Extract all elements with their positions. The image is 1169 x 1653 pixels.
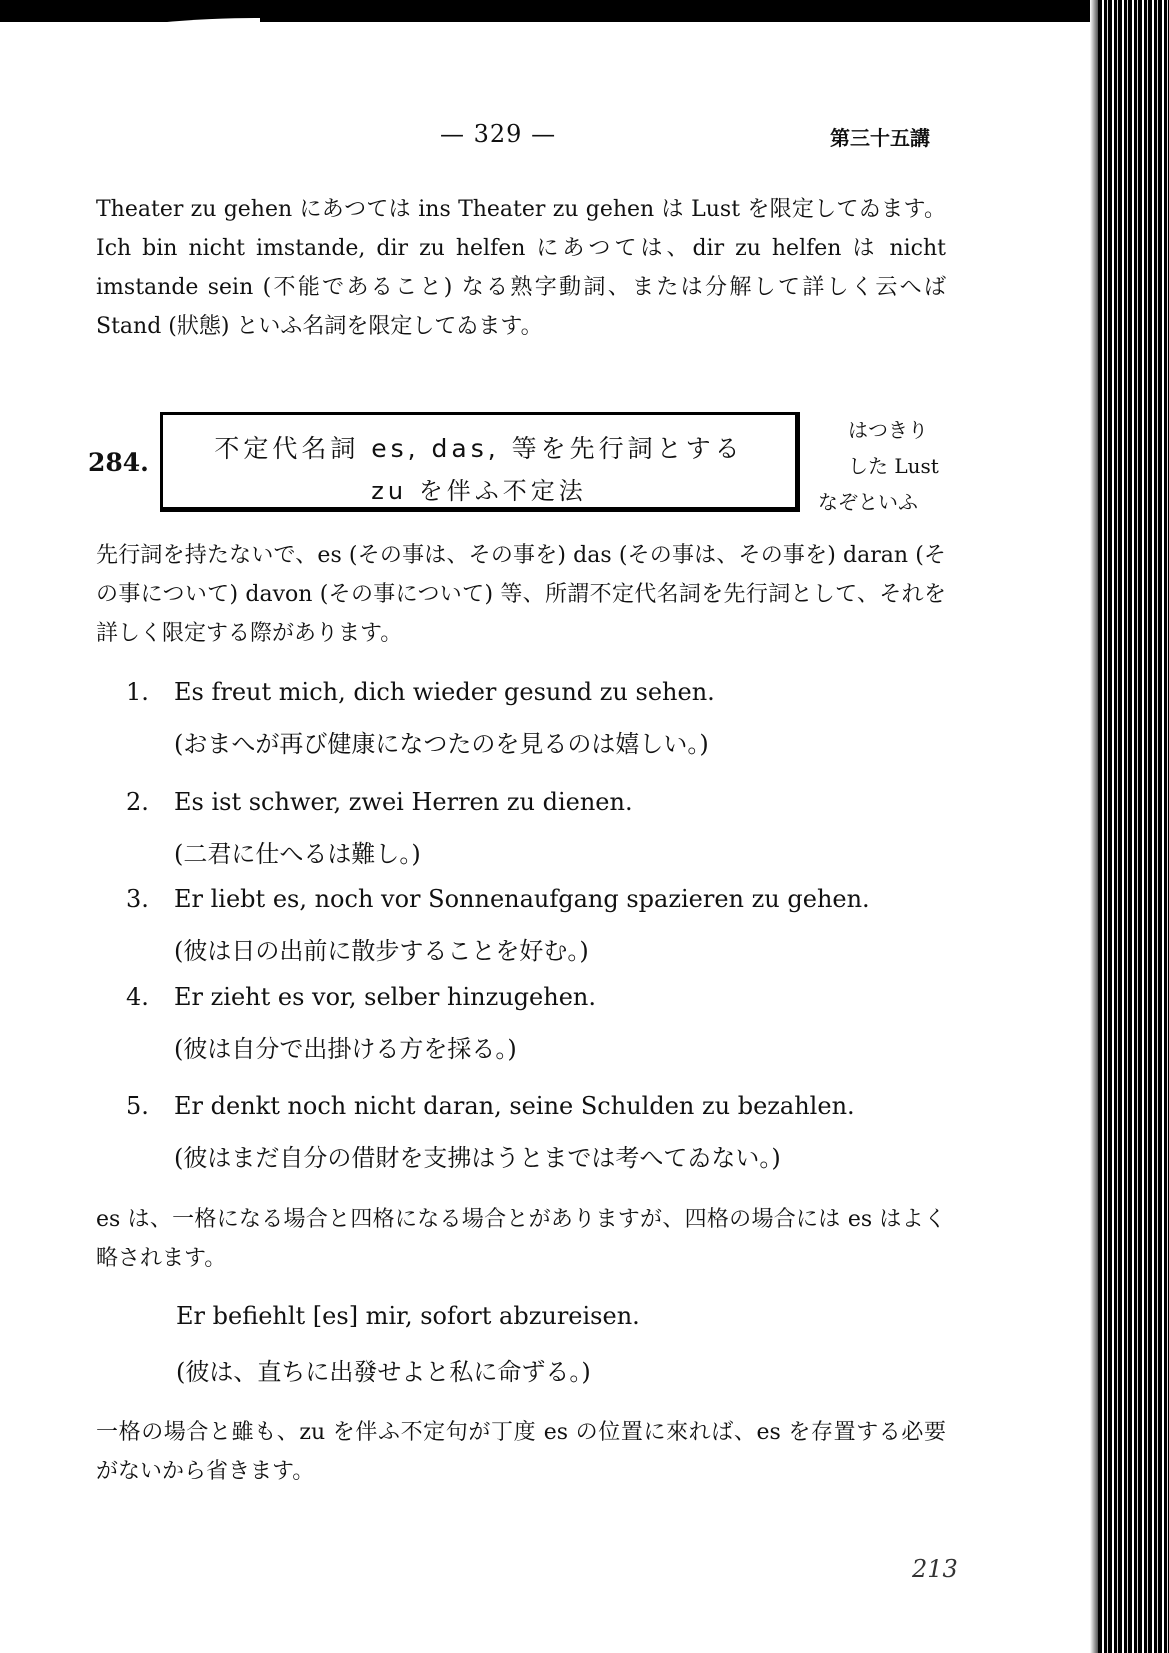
side-note-line1: はつきり — [848, 418, 928, 442]
example-number: 5. — [126, 1092, 149, 1120]
example-number: 3. — [126, 885, 149, 913]
section-number: 284. — [88, 448, 149, 477]
example-japanese: (彼は日の出前に散步することを好む。) — [174, 937, 589, 965]
indent-example-japanese: (彼は、直ちに出發せよと私に命ずる。) — [176, 1358, 591, 1386]
section-title-box — [160, 412, 800, 512]
example-japanese: (二君に仕へるは難し。) — [174, 840, 421, 868]
scan-top-border — [0, 0, 1169, 22]
side-note-line3: なぞといふ — [818, 490, 918, 514]
side-note-line2: した Lust — [848, 454, 939, 478]
example-number: 2. — [126, 788, 149, 816]
section-title-line2: zu を伴ふ不定法 — [371, 477, 587, 505]
example-item — [126, 885, 870, 965]
example-german: Es freut mich, dich wieder gesund zu sehen. — [174, 678, 715, 706]
example-japanese: (おまへが再び健康になつたのを見るのは嬉しい。) — [174, 730, 709, 758]
paragraph-omission: 一格の場合と雖も、zu を伴ふ不定句が丁度 es の位置に來れば、es を存置する必要がないから省きます。 — [96, 1420, 946, 1484]
example-german: Er liebt es, noch vor Sonnenaufgang spazieren zu gehen. — [174, 885, 870, 913]
paragraph-intro: Theater zu gehen にあつては ins Theater zu gehen は Lust を限定してゐます。Ich bin nicht imstande, dir zu helfen にあつては、dir zu helfen は nicht imstande sein (不能であること) なる熟字動詞、または分解して詳しく云へば Stand (狀態) といふ名詞を限定してゐます。 — [96, 197, 946, 339]
chapter-label: 第三十五講 — [830, 126, 930, 150]
example-japanese: (彼は自分で出掛ける方を採る。) — [174, 1035, 517, 1063]
example-german: Es ist schwer, zwei Herren zu dienen. — [174, 788, 633, 816]
page-number: — 329 — — [440, 120, 557, 148]
example-number: 4. — [126, 983, 149, 1011]
example-item — [126, 788, 633, 868]
scan-page-curve — [0, 18, 260, 78]
section-title-line1: 不定代名詞 es, das, 等を先行詞とする — [214, 434, 744, 463]
example-item — [126, 1092, 855, 1172]
book-spine-edge — [1098, 0, 1169, 1653]
indent-example-german: Er befiehlt [es] mir, sofort abzureisen. — [176, 1302, 640, 1330]
folio-number: 213 — [912, 1555, 958, 1583]
example-item — [126, 678, 715, 758]
example-japanese: (彼はまだ自分の借財を支拂はうとまでは考へてゐない。) — [174, 1144, 781, 1172]
example-german: Er denkt noch nicht daran, seine Schulden zu bezahlen. — [174, 1092, 855, 1120]
example-number: 1. — [126, 678, 149, 706]
paragraph-definition: 先行詞を持たないで、es (その事は、その事を) das (その事は、その事を) daran (その事について) davon (その事について) 等、所謂不定代名詞を先行詞として、それを詳しく限定する際があります。 — [96, 543, 946, 646]
paragraph-es-case: es は、一格になる場合と四格になる場合とがありますが、四格の場合には es はよく略されます。 — [96, 1207, 946, 1271]
scan-spine-shadow — [1090, 0, 1098, 1653]
side-note — [818, 412, 948, 520]
example-german: Er zieht es vor, selber hinzugehen. — [174, 983, 596, 1011]
example-item — [126, 983, 596, 1063]
